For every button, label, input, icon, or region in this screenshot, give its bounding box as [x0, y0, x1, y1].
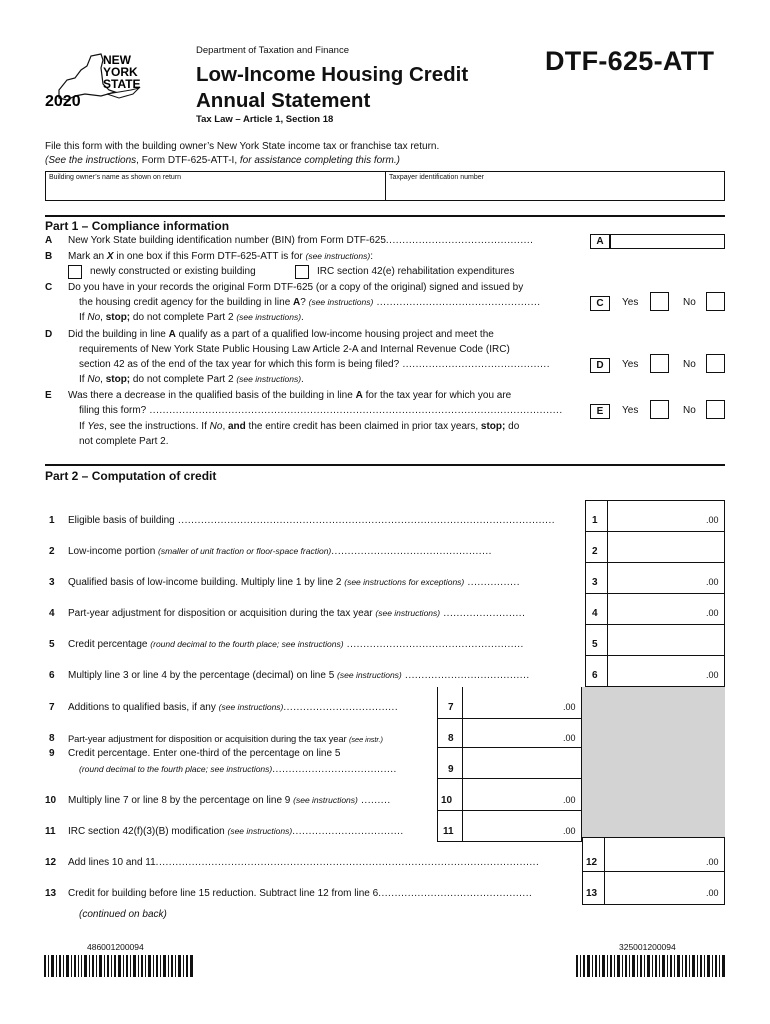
- line-d-letter: D: [45, 329, 53, 340]
- intro-line-1: File this form with the building owner’s New York State income tax or franchise tax return.: [45, 141, 440, 152]
- line-e-text-4: not complete Part 2.: [79, 436, 169, 447]
- tin-field[interactable]: [386, 172, 724, 200]
- new-building-checkbox[interactable]: [68, 265, 82, 279]
- owner-name-label: Building owner’s name as shown on return: [49, 174, 182, 181]
- form-id: DTF-625-ATT: [545, 46, 715, 76]
- part2-heading: Part 2 – Computation of credit: [45, 469, 217, 483]
- line-c-no-label: No: [683, 297, 696, 308]
- line-d-no-checkbox[interactable]: [706, 354, 725, 373]
- line-6-input[interactable]: [609, 656, 724, 686]
- right-barcode: [576, 955, 726, 977]
- logo-year: 2020: [45, 93, 81, 110]
- line-e-text-1: Was there a decrease in the qualified basis of the building in line A for the tax year for which you are: [68, 390, 512, 401]
- part1-rule: [45, 215, 725, 217]
- line-d-no-label: No: [683, 359, 696, 370]
- shaded-area: [582, 687, 725, 837]
- right-barcode-number: 325001200094: [619, 942, 676, 952]
- line-d-text-1: Did the building in line A qualify as a part of a qualified low-income housing project and meet the: [68, 329, 494, 340]
- line-d-text-3: section 42 as of the end of the tax year for which this form is being filed? .............................................: [79, 359, 550, 370]
- line-5-input[interactable]: [609, 625, 724, 655]
- left-barcode-number: 486001200094: [87, 942, 144, 952]
- part2-rule: [45, 464, 725, 466]
- line-e-box-label: E: [590, 404, 610, 419]
- line-3-input[interactable]: [609, 563, 724, 593]
- part1-heading: Part 1 – Compliance information: [45, 219, 230, 233]
- continued-note: (continued on back): [79, 909, 167, 920]
- logo-new: NEW: [103, 53, 131, 67]
- line-c-yes-checkbox[interactable]: [650, 292, 669, 311]
- line-a-letter: A: [45, 235, 53, 246]
- line-7-input[interactable]: [464, 688, 580, 718]
- line-c-box-label: C: [590, 296, 610, 311]
- line-8-input[interactable]: [464, 719, 580, 747]
- line-c-text-3: If No, stop; do not complete Part 2 (see instructions).: [79, 312, 304, 323]
- line-e-text-2: filing this form? ..............................................................................................................................: [79, 405, 563, 416]
- line-2-input[interactable]: [609, 532, 724, 562]
- line-4-input[interactable]: [609, 594, 724, 624]
- logo-state: STATE: [103, 77, 141, 91]
- line-e-yes-label: Yes: [622, 405, 639, 416]
- row-divider: [437, 841, 582, 842]
- line-e-no-checkbox[interactable]: [706, 400, 725, 419]
- tin-label: Taxpayer identification number: [389, 174, 484, 181]
- identification-box: [45, 171, 725, 201]
- bin-input[interactable]: [610, 234, 725, 249]
- owner-name-field[interactable]: [46, 172, 386, 200]
- line-13-input[interactable]: [606, 872, 724, 904]
- line-10-input[interactable]: [464, 779, 580, 810]
- line-e-letter: E: [45, 390, 52, 401]
- line-b-letter: B: [45, 251, 53, 262]
- line-e-text-3: If Yes, see the instructions. If No, and the entire credit has been claimed in prior tax years, stop; do: [79, 421, 520, 432]
- inner-column-divider: [462, 687, 463, 842]
- line-e-yes-checkbox[interactable]: [650, 400, 669, 419]
- line-12-input[interactable]: [606, 838, 724, 871]
- line-d-yes-label: Yes: [622, 359, 639, 370]
- title-line-2: Annual Statement: [196, 89, 371, 112]
- line-d-text-2: requirements of New York State Public Housing Law Article 2-A and Internal Revenue Code (IRC): [79, 344, 510, 355]
- form-title: [196, 62, 536, 114]
- line-c-no-checkbox[interactable]: [706, 292, 725, 311]
- line-c-text-1: Do you have in your records the original Form DTF-625 (or a copy of the original) signed and issued by: [68, 282, 524, 293]
- intro-line-2: (See the instructions, Form DTF-625-ATT-I, for assistance completing this form.): [45, 155, 400, 166]
- tax-law-reference: Tax Law – Article 1, Section 18: [196, 114, 334, 125]
- department: Department of Taxation and Finance: [196, 45, 349, 56]
- line-c-letter: C: [45, 282, 53, 293]
- rehab-label: IRC section 42(e) rehabilitation expenditures: [317, 266, 515, 277]
- line-b-text: Mark an X in one box if this Form DTF-625-ATT is for (see instructions):: [68, 251, 373, 262]
- title-line-1: Low-Income Housing Credit: [196, 63, 469, 86]
- line-c-text-2: the housing credit agency for the building in line A? (see instructions) ..................................................: [79, 297, 541, 308]
- left-barcode: [44, 955, 194, 977]
- intro-text: [45, 140, 439, 168]
- rehab-checkbox[interactable]: [295, 265, 309, 279]
- nys-logo: [45, 50, 155, 112]
- line-11-input[interactable]: [464, 811, 580, 841]
- new-building-label: newly constructed or existing building: [90, 266, 256, 277]
- line-d-yes-checkbox[interactable]: [650, 354, 669, 373]
- line-1-input[interactable]: [609, 500, 724, 531]
- line-c-yes-label: Yes: [622, 297, 639, 308]
- line-e-no-label: No: [683, 405, 696, 416]
- logo-york: YORK: [103, 65, 138, 79]
- line-9-input[interactable]: [464, 748, 580, 778]
- line-a-box-label: A: [590, 234, 610, 249]
- line-d-box-label: D: [590, 358, 610, 373]
- line-d-text-4: If No, stop; do not complete Part 2 (see instructions).: [79, 374, 304, 385]
- line-a-text: New York State building identification number (BIN) from Form DTF-625.............................................: [68, 235, 534, 246]
